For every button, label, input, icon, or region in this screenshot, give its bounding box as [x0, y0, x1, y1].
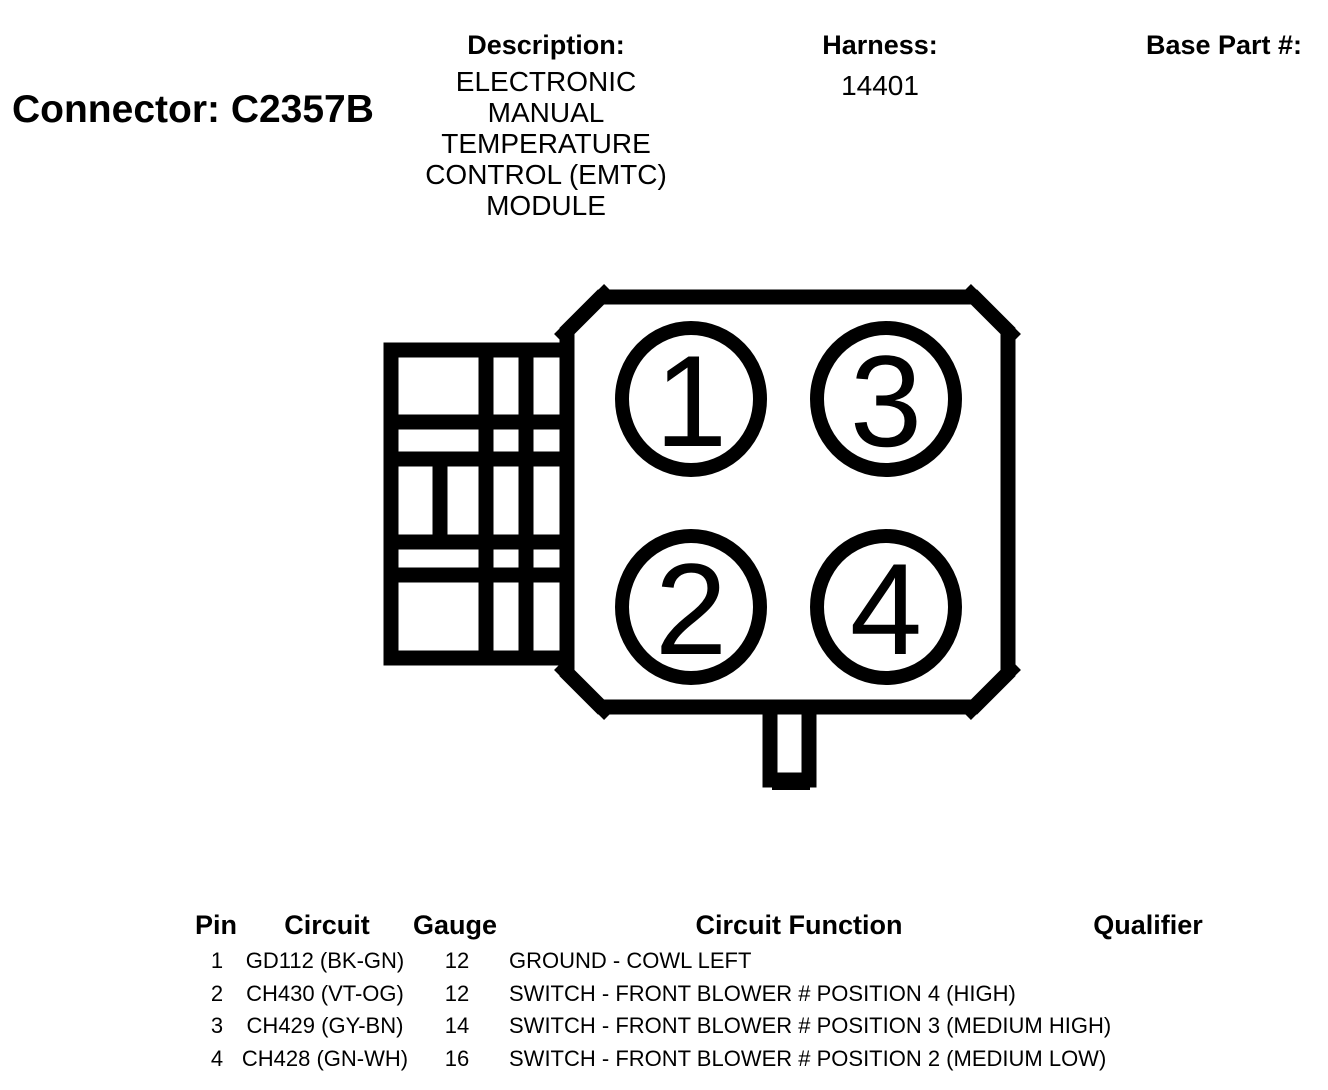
circuit-cell: GD112 (BK-GN) [245, 948, 405, 973]
circuit-cell: CH428 (GN-WH) [241, 1046, 409, 1071]
description-line: ELECTRONIC MANUAL [455, 66, 637, 128]
circuit-cell: CH429 (GY-BN) [246, 1013, 404, 1038]
pin-cell: 3 [210, 1013, 224, 1038]
table-row [0, 948, 1328, 973]
pin-3-number: 3 [849, 328, 923, 474]
pin-cell: 4 [210, 1046, 224, 1071]
gauge-cell: 12 [444, 981, 470, 1006]
description-label: Description: [467, 30, 625, 60]
column-header-gauge: Gauge [412, 910, 498, 940]
circuit-function-cell: GROUND - COWL LEFT [509, 948, 752, 973]
gauge-cell: 12 [444, 948, 470, 973]
pin-2-number: 2 [654, 536, 728, 682]
description-line: TEMPERATURE [441, 128, 651, 159]
circuit-function-cell: SWITCH - FRONT BLOWER # POSITION 4 (HIGH) [509, 981, 1016, 1006]
pin-4-number: 4 [849, 536, 923, 682]
circuit-cell: CH430 (VT-OG) [246, 981, 404, 1006]
column-header-pin: Pin [194, 910, 238, 940]
description-line: CONTROL (EMTC) [425, 159, 667, 190]
connector-title: Connector: C2357B [12, 88, 374, 131]
pin-table-header [0, 912, 1328, 939]
table-row [0, 981, 1328, 1006]
base-part-label: Base Part #: [1145, 30, 1303, 60]
pin-cell: 2 [210, 981, 224, 1006]
table-row [0, 1013, 1328, 1038]
connector-lock-grid [391, 350, 567, 658]
harness-value: 14401 [841, 70, 919, 101]
circuit-function-cell: SWITCH - FRONT BLOWER # POSITION 3 (MEDIUM HIGH) [509, 1013, 1112, 1038]
description-line: MODULE [486, 190, 606, 221]
pin-cell: 1 [210, 948, 224, 973]
table-row [0, 1046, 1328, 1071]
gauge-cell: 14 [444, 1013, 470, 1038]
index-tab [770, 707, 810, 790]
column-header-qualifier: Qualifier [1093, 910, 1203, 940]
circuit-function-cell: SWITCH - FRONT BLOWER # POSITION 2 (MEDIUM LOW) [509, 1046, 1107, 1071]
harness-label: Harness: [822, 30, 938, 60]
pin-1-number: 1 [654, 328, 728, 474]
column-header-circuit-function: Circuit Function [695, 910, 903, 940]
gauge-cell: 16 [444, 1046, 470, 1071]
column-header-circuit: Circuit [284, 910, 370, 940]
